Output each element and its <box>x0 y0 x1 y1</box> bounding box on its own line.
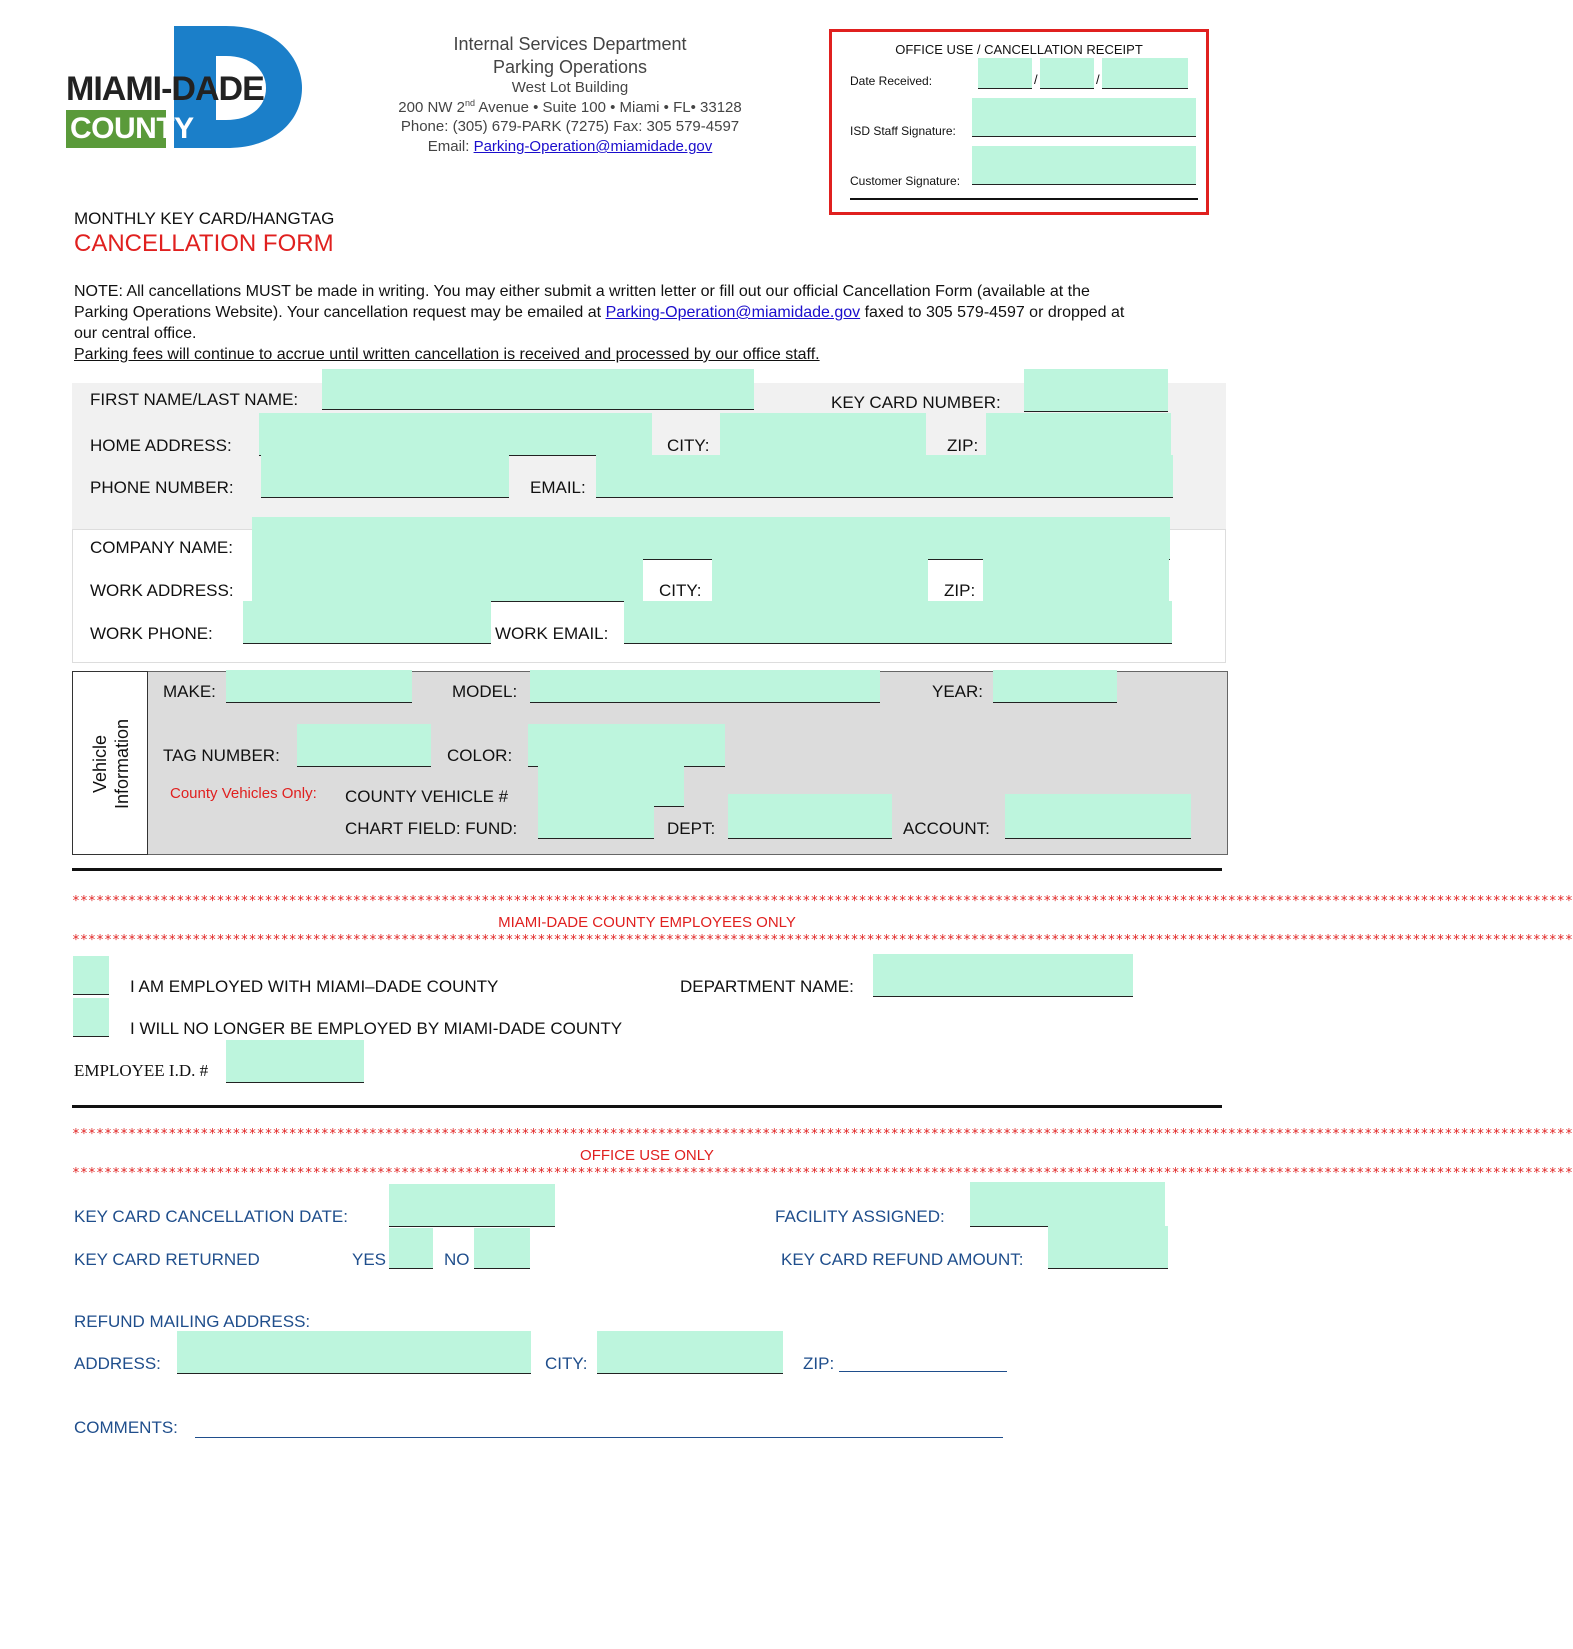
refund-city-label: CITY: <box>545 1354 588 1373</box>
work-city-label: CITY: <box>659 581 702 600</box>
date-received-label: Date Received: <box>850 74 933 88</box>
date-slash-1: / <box>1034 72 1038 87</box>
facility-label: FACILITY ASSIGNED: <box>775 1207 945 1226</box>
isd-signature-label: ISD Staff Signature: <box>850 124 956 138</box>
county-vehicle-field[interactable] <box>538 766 684 807</box>
header-phone: Phone: (305) 679-PARK (7275) Fax: 305 579-4597 <box>400 118 740 135</box>
name-field[interactable] <box>322 369 754 410</box>
customer-signature-label: Customer Signature: <box>850 174 961 188</box>
home-address-label: HOME ADDRESS: <box>90 436 232 455</box>
isd-signature-field[interactable] <box>972 98 1196 137</box>
stars-row-3: ******************************************************************************************************************************************************************************************* <box>72 1127 1573 1142</box>
work-phone-field[interactable] <box>243 601 491 644</box>
county-logo <box>66 24 306 152</box>
logo-bottom-text: COUNTY <box>70 112 194 145</box>
make-label: MAKE: <box>163 682 216 701</box>
refund-zip-field[interactable] <box>839 1371 1007 1372</box>
no-longer-label: I WILL NO LONGER BE EMPLOYED BY MIAMI-DADE COUNTY <box>130 1019 623 1038</box>
header-address: 200 NW 2nd Avenue • Suite 100 • Miami • FL• 33128 <box>398 98 742 116</box>
work-address-field[interactable] <box>252 559 643 602</box>
key-card-field[interactable] <box>1024 369 1168 412</box>
refund-city-field[interactable] <box>597 1331 783 1374</box>
refund-zip-label: ZIP: <box>803 1354 835 1373</box>
note-warning: Parking fees will continue to accrue until written cancellation is received and processed by our office staff. <box>74 346 820 363</box>
returned-no-label: NO <box>444 1250 470 1269</box>
refund-mailing-label: REFUND MAILING ADDRESS: <box>74 1312 311 1331</box>
work-phone-label: WORK PHONE: <box>90 624 213 643</box>
county-vehicle-label: COUNTY VEHICLE # <box>345 787 509 806</box>
color-label: COLOR: <box>447 746 513 765</box>
name-label: FIRST NAME/LAST NAME: <box>90 390 299 409</box>
form-subtitle: MONTHLY KEY CARD/HANGTAG <box>74 209 335 228</box>
note-line-3: our central office. <box>74 325 197 342</box>
department-name-field[interactable] <box>873 954 1133 997</box>
header-dept: Internal Services Department <box>453 34 687 54</box>
logo-top-text: MIAMI-DADE <box>66 70 264 108</box>
note-line-1: NOTE: All cancellations MUST be made in writing. You may either submit a written letter or fill out our official Cancellation Form (available at the <box>74 283 1090 300</box>
form-title: CANCELLATION FORM <box>74 230 334 257</box>
email-field[interactable] <box>596 455 1173 498</box>
phone-label: PHONE NUMBER: <box>90 478 234 497</box>
date-received-day[interactable] <box>1040 58 1094 89</box>
home-city-field[interactable] <box>720 413 926 456</box>
employee-id-label: EMPLOYEE I.D. # <box>74 1061 209 1080</box>
work-zip-label: ZIP: <box>944 581 976 600</box>
header-email: Email: Parking-Operation@miamidade.gov <box>427 138 713 155</box>
make-field[interactable] <box>226 670 412 703</box>
refund-address-field[interactable] <box>177 1331 531 1374</box>
dept-label: DEPT: <box>667 819 716 838</box>
year-field[interactable] <box>993 670 1117 703</box>
refund-address-label: ADDRESS: <box>74 1354 161 1373</box>
employee-id-field[interactable] <box>226 1040 364 1083</box>
office-heading: OFFICE USE ONLY <box>580 1147 714 1164</box>
returned-yes-field[interactable] <box>389 1228 433 1269</box>
date-received-month[interactable] <box>978 58 1032 89</box>
note-email-link[interactable]: Parking-Operation@miamidade.gov <box>605 304 861 321</box>
home-address-field[interactable] <box>259 413 652 456</box>
color-field[interactable] <box>528 724 725 767</box>
header-building: West Lot Building <box>511 79 629 96</box>
cancel-date-label: KEY CARD CANCELLATION DATE: <box>74 1207 348 1226</box>
employed-label: I AM EMPLOYED WITH MIAMI–DADE COUNTY <box>130 977 499 996</box>
county-only-label: County Vehicles Only: <box>170 785 317 802</box>
comments-label: COMMENTS: <box>74 1418 178 1437</box>
tag-label: TAG NUMBER: <box>163 746 280 765</box>
phone-field[interactable] <box>261 455 509 498</box>
date-received-year[interactable] <box>1102 58 1188 89</box>
header-email-link[interactable]: Parking-Operation@miamidade.gov <box>473 138 713 155</box>
year-label: YEAR: <box>932 682 984 701</box>
model-field[interactable] <box>530 670 880 703</box>
home-zip-label: ZIP: <box>947 436 979 455</box>
work-address-label: WORK ADDRESS: <box>90 581 234 600</box>
department-name-label: DEPARTMENT NAME: <box>680 977 854 996</box>
work-email-label: WORK EMAIL: <box>495 624 609 643</box>
cancel-date-field[interactable] <box>389 1184 555 1227</box>
account-field[interactable] <box>1005 794 1191 839</box>
date-slash-2: / <box>1096 72 1100 87</box>
employees-heading: MIAMI-DADE COUNTY EMPLOYEES ONLY <box>498 914 796 931</box>
company-label: COMPANY NAME: <box>90 538 233 557</box>
stars-row-2: ******************************************************************************************************************************************************************************************* <box>72 933 1573 948</box>
stars-row-1: ******************************************************************************************************************************************************************************************* <box>72 894 1573 909</box>
vehicle-side-panel <box>72 671 148 855</box>
section-rule-1 <box>72 868 1222 871</box>
vehicle-side-label: Vehicle Information <box>90 718 132 810</box>
no-longer-checkbox[interactable] <box>73 998 109 1037</box>
refund-amount-label: KEY CARD REFUND AMOUNT: <box>781 1250 1024 1269</box>
stars-row-4: ******************************************************************************************************************************************************************************************* <box>72 1166 1573 1181</box>
receipt-title: OFFICE USE / CANCELLATION RECEIPT <box>895 42 1143 57</box>
fund-field[interactable] <box>538 806 654 839</box>
account-label: ACCOUNT: <box>903 819 990 838</box>
tag-field[interactable] <box>297 724 431 767</box>
company-field[interactable] <box>252 517 1170 560</box>
home-zip-field[interactable] <box>986 413 1171 456</box>
customer-signature-field[interactable] <box>972 146 1196 185</box>
comments-field[interactable] <box>195 1437 1003 1438</box>
section-rule-2 <box>72 1105 1222 1108</box>
header-division: Parking Operations <box>492 57 648 77</box>
employed-checkbox[interactable] <box>73 956 109 995</box>
receipt-bottom-rule <box>850 198 1198 200</box>
dept-field[interactable] <box>728 794 892 839</box>
returned-label: KEY CARD RETURNED <box>74 1250 260 1269</box>
home-city-label: CITY: <box>667 436 710 455</box>
work-email-field[interactable] <box>624 601 1172 644</box>
chart-field-label: CHART FIELD: FUND: <box>345 819 518 838</box>
note-line-2: Parking Operations Website). Your cancellation request may be emailed at Parking-Operation@miamidade.gov faxed to 305 579-4597 or dropped at <box>74 304 1125 321</box>
office-receipt-box <box>829 29 1209 215</box>
email-label: EMAIL: <box>530 478 586 497</box>
returned-yes-label: YES <box>352 1250 387 1269</box>
work-zip-field[interactable] <box>983 559 1169 602</box>
key-card-label: KEY CARD NUMBER: <box>831 393 1001 412</box>
model-label: MODEL: <box>452 682 518 701</box>
facility-field[interactable] <box>970 1182 1165 1227</box>
work-city-field[interactable] <box>712 559 928 602</box>
returned-no-field[interactable] <box>474 1228 530 1269</box>
refund-amount-field[interactable] <box>1048 1226 1168 1269</box>
